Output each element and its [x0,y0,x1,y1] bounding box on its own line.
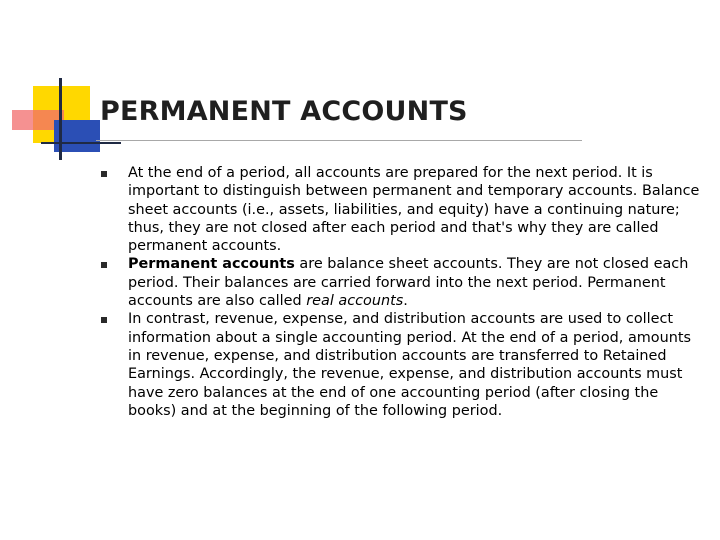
bullet-text: At the end of a period, all accounts are prepared for the next period. It is important to distinguish between permanent and temporary accounts. Balance sheet accounts (i.e., assets, liabilities, and equity) have a continuing nature; thus, they are not closed after each period and that's why they are called permanent accounts. [128,165,700,255]
bullet-italic-term: real accounts [306,293,404,310]
bullet-list [100,164,700,420]
bullet-text-end: . [403,293,408,310]
bullet-text: are balance sheet accounts. They are not closed each period. Their balances are carried forward into the next period. Permanent accounts are also called [128,256,689,310]
decorative-horizontal-line [41,142,121,144]
slide-title: PERMANENT ACCOUNTS [100,96,468,127]
square-bullet-icon [101,171,107,177]
bullet-item [100,255,700,310]
bullet-item [100,310,700,420]
square-bullet-icon [101,262,107,268]
bullet-bold-term: Permanent accounts [128,256,295,273]
decorative-vertical-line [59,78,62,160]
square-bullet-icon [101,317,107,323]
title-underline [96,140,582,141]
bullet-text: In contrast, revenue, expense, and distribution accounts are used to collect information about a single accounting period. At the end of a period, amounts in revenue, expense, and distribution accounts are transferred to Retained Earnings. Accordingly, the revenue, expense, and distribution accounts must have zero balances at the end of one accounting period (after closing the books) and at the beginning of the following period. [128,311,691,419]
bullet-item [100,164,700,255]
